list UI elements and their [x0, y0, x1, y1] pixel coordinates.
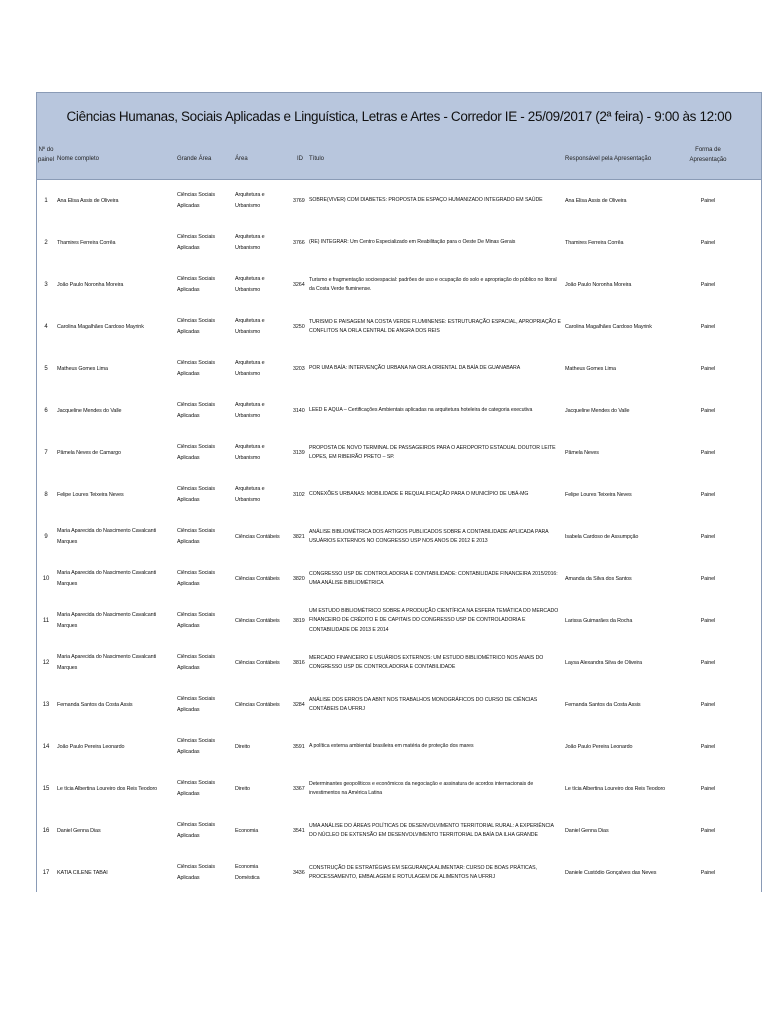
cell-nome: Ana Elisa Assis de Oliveira: [57, 197, 119, 204]
cell-nome: Carolina Magalhães Cardoso Mayrink: [57, 323, 144, 330]
cell-nome: Maria Aparecida do Nascimento Cavalcanti Marques: [57, 570, 157, 587]
header-responsavel: Responsável pela Apresentação: [565, 156, 652, 162]
cell-num: 10: [42, 575, 50, 582]
table-row: [37, 264, 761, 306]
cell-responsavel: Thamires Ferreira Corrêa: [565, 239, 624, 246]
cell-responsavel: João Paulo Noronha Moreira: [565, 281, 632, 288]
cell-nome: Jacqueline Mendes do Valle: [57, 407, 122, 414]
cell-grande-area: Ciências Sociais Aplicadas: [177, 444, 215, 461]
cell-area: Direito: [235, 743, 250, 750]
cell-id: 3250: [293, 323, 305, 330]
header-area: Área: [235, 156, 248, 162]
cell-id: 3816: [293, 659, 305, 666]
cell-grande-area: Ciências Sociais Aplicadas: [177, 276, 215, 293]
cell-num: 9: [44, 533, 48, 540]
cell-id: 3820: [293, 575, 305, 582]
header-nome: Nome completo: [57, 156, 100, 162]
header-forma: Forma de Apresentação: [689, 147, 727, 163]
cell-num: 1: [44, 197, 48, 204]
cell-forma: Painel: [700, 239, 716, 246]
cell-nome: Maria Aparecida do Nascimento Cavalcanti Marques: [57, 612, 157, 629]
header-id: ID: [297, 156, 303, 162]
table-row: [37, 684, 761, 726]
table-row: [37, 768, 761, 810]
cell-titulo: Turismo e fragmentação socioespacial: padrões de uso e ocupação do solo e apropriação do público no litoral da Costa Verde fluminense.: [309, 276, 557, 292]
cell-id: 3766: [293, 239, 305, 246]
cell-id: 3591: [293, 743, 305, 750]
table-row: [37, 474, 761, 516]
cell-area: Ciências Contábeis: [235, 617, 280, 624]
cell-titulo: PROPOSTA DE NOVO TERMINAL DE PASSAGEIROS PARA O AEROPORTO ESTADUAL DOUTOR LEITE LOPES, EM RIBEIRÃO PRETO – SP.: [309, 444, 556, 460]
schedule-sheet: [36, 92, 762, 892]
cell-responsavel: Fernanda Santos da Costa Assis: [565, 701, 641, 708]
cell-responsavel: Ana Elisa Assis de Oliveira: [565, 197, 627, 204]
cell-id: 3436: [293, 869, 305, 876]
sheet-title: Ciências Humanas, Sociais Aplicadas e Linguística, Letras e Artes - Corredor IE - 25/09/2017 (2ª feira) - 9:00 às 12:00: [66, 108, 732, 124]
cell-forma: Painel: [700, 869, 716, 876]
cell-area: Direito: [235, 785, 250, 792]
table-row: [37, 432, 761, 474]
cell-titulo: UMA ANÁLISE DO ÁREAS POLÍTICAS DE DESENVOLVIMENTO TERRITORIAL RURAL: A EXPERIÊNCIA DO NÚCLEO DE EXTENSÃO EM DESENVOLVIMENTO TERRITORIAL DA BAÍA DA ILHA GRANDE: [309, 822, 554, 838]
cell-id: 3102: [293, 491, 305, 498]
table-header: [37, 139, 761, 180]
cell-nome: Le tícia Albertina Loureiro dos Reis Teodoro: [57, 785, 158, 792]
cell-grande-area: Ciências Sociais Aplicadas: [177, 192, 215, 209]
cell-area: Ciências Contábeis: [235, 701, 280, 708]
cell-titulo: A política externa ambiental brasileira em matéria de proteção dos mares: [309, 743, 474, 750]
cell-titulo: TURISMO E PAISAGEM NA COSTA VERDE FLUMINENSE: ESTRUTURAÇÃO ESPACIAL, APROPRIAÇÃO E CONFLITOS NA ORLA CENTRAL DE ANGRA DOS REIS: [309, 318, 561, 334]
cell-grande-area: Ciências Sociais Aplicadas: [177, 318, 215, 335]
cell-nome: Matheus Gomes Lima: [57, 365, 108, 372]
cell-num: 16: [42, 827, 50, 834]
table-row: [37, 726, 761, 768]
cell-responsavel: Amanda da Silva dos Santos: [565, 575, 632, 582]
cell-area: Arquitetura e Urbanismo: [235, 318, 265, 335]
table-row: [37, 222, 761, 264]
cell-area: Arquitetura e Urbanismo: [235, 276, 265, 293]
cell-titulo: ANÁLISE DOS ERROS DA ABNT NOS TRABALHOS MONOGRÁFICOS DO CURSO DE CIÊNCIAS CONTÁBEIS DA UFRRJ: [309, 696, 538, 712]
table-body: [37, 180, 761, 894]
cell-nome: Maria Aparecida do Nascimento Cavalcanti Marques: [57, 528, 157, 545]
cell-nome: Fernanda Santos da Costa Assis: [57, 701, 133, 708]
cell-nome: Thamires Ferreira Corrêa: [57, 239, 116, 246]
cell-num: 5: [44, 365, 48, 372]
cell-id: 3284: [293, 701, 305, 708]
cell-titulo: CONGRESSO USP DE CONTROLADORIA E CONTABILIDADE: CONTABILIDADE FINANCEIRA 2015/2016: UMA ANÁLISE BIBLIOMÉTRICA: [309, 570, 558, 586]
cell-num: 8: [44, 491, 48, 498]
cell-responsavel: Isabela Cardoso de Assumpção: [565, 533, 639, 540]
cell-forma: Painel: [700, 491, 716, 498]
cell-titulo: MERCADO FINANCEIRO E USUÁRIOS EXTERNOS: UM ESTUDO BIBLIOMÉTRICO NOS ANAIS DO CONGRESSO USP DE CONTROLADORIA E CONTABILIDADE: [309, 654, 544, 670]
cell-num: 11: [42, 617, 50, 624]
table-row: [37, 810, 761, 852]
header-grande-area: Grande Área: [177, 156, 212, 162]
cell-grande-area: Ciências Sociais Aplicadas: [177, 612, 215, 629]
cell-grande-area: Ciências Sociais Aplicadas: [177, 528, 215, 545]
cell-responsavel: Jacqueline Mendes do Valle: [565, 407, 630, 414]
cell-titulo: (RE) INTEGRAR: Um Centro Especializado em Reabilitação para o Oeste De Minas Gerais: [309, 239, 516, 246]
cell-nome: Maria Aparecida do Nascimento Cavalcanti Marques: [57, 654, 157, 671]
cell-area: Arquitetura e Urbanismo: [235, 444, 265, 461]
cell-id: 3203: [293, 365, 305, 372]
cell-grande-area: Ciências Sociais Aplicadas: [177, 780, 215, 797]
cell-grande-area: Ciências Sociais Aplicadas: [177, 360, 215, 377]
cell-area: Arquitetura e Urbanismo: [235, 402, 265, 419]
cell-forma: Painel: [700, 323, 716, 330]
cell-nome: João Paulo Pereira Leonardo: [57, 743, 125, 750]
cell-num: 4: [44, 323, 48, 330]
cell-area: Economia: [235, 827, 259, 834]
cell-num: 13: [42, 701, 50, 708]
cell-forma: Painel: [700, 785, 716, 792]
header-num: Nº do painel: [37, 147, 54, 163]
sheet-title-bar: [37, 92, 761, 139]
cell-responsavel: Larissa Guimarães da Rocha: [565, 617, 633, 624]
cell-num: 15: [42, 785, 50, 792]
cell-id: 3821: [293, 533, 305, 540]
cell-responsavel: Daniele Custódio Gonçalves das Neves: [565, 869, 657, 876]
cell-id: 3819: [293, 617, 305, 624]
cell-grande-area: Ciências Sociais Aplicadas: [177, 402, 215, 419]
cell-titulo: UM ESTUDO BIBLIOMÉTRICO SOBRE A PRODUÇÃO CIENTÍFICA NA ESFERA TEMÁTICA DO MERCADO FINANCEIRO DE CRÉDITO E DE CAPITAIS DO CONGRESSO USP DE CONTROLADORIA E CONTABILIDADE DE 2013 E 2014: [309, 607, 559, 633]
cell-nome: KATIA CILENE TABAI: [57, 869, 108, 876]
cell-id: 3541: [293, 827, 305, 834]
cell-titulo: LEED E AQUA – Certificações Ambientais aplicadas na arquitetura hoteleira de categoria executiva: [309, 407, 533, 414]
cell-titulo: POR UMA BAÍA: INTERVENÇÃO URBANA NA ORLA ORIENTAL DA BAÍA DE GUANABARA: [309, 365, 521, 372]
cell-forma: Painel: [700, 365, 716, 372]
cell-grande-area: Ciências Sociais Aplicadas: [177, 654, 215, 671]
cell-nome: João Paulo Noronha Moreira: [57, 281, 124, 288]
cell-area: Arquitetura e Urbanismo: [235, 360, 265, 377]
cell-titulo: Determinantes geopolíticos e econômicos da negociação e assinatura de acordos internacionais de investimentos na América Latina: [309, 780, 534, 796]
cell-grande-area: Ciências Sociais Aplicadas: [177, 570, 215, 587]
cell-titulo: CONEXÕES URBANAS: MOBILIDADE E REQUALIFICAÇÃO PARA O MUNICÍPIO DE UBÁ-MG: [309, 491, 529, 498]
cell-nome: Daniel Genna Dias: [57, 827, 101, 834]
table-row: [37, 516, 761, 558]
cell-num: 12: [42, 659, 50, 666]
cell-id: 3367: [293, 785, 305, 792]
cell-grande-area: Ciências Sociais Aplicadas: [177, 738, 215, 755]
cell-responsavel: Pâmela Neves: [565, 449, 599, 456]
cell-grande-area: Ciências Sociais Aplicadas: [177, 864, 215, 881]
table-row: [37, 390, 761, 432]
cell-area: Ciências Contábeis: [235, 659, 280, 666]
cell-area: Ciências Contábeis: [235, 575, 280, 582]
cell-nome: Felipe Loures Teixeira Neves: [57, 491, 124, 498]
cell-responsavel: Daniel Genna Dias: [565, 827, 609, 834]
cell-grande-area: Ciências Sociais Aplicadas: [177, 486, 215, 503]
cell-responsavel: Laysa Alexandra Silva de Oliveira: [565, 659, 643, 666]
cell-area: Ciências Contábeis: [235, 533, 280, 540]
cell-forma: Painel: [700, 743, 716, 750]
cell-forma: Painel: [700, 701, 716, 708]
cell-titulo: ANÁLISE BIBLIOMÉTRICA DOS ARTIGOS PUBLICADOS SOBRE A CONTABILIDADE APLICADA PARA USUÁRIOS EXTERNOS NO CONGRESSO USP NOS ANOS DE 2012 E 2013: [309, 528, 549, 544]
cell-titulo: CONSTRUÇÃO DE ESTRATÉGIAS EM SEGURANÇA ALIMENTAR: CURSO DE BOAS PRÁTICAS, PROCESSAMENTO, EMBALAGEM E ROTULAGEM DE ALIMENTOS NA UFRRJ: [309, 864, 537, 880]
cell-forma: Painel: [700, 617, 716, 624]
cell-grande-area: Ciências Sociais Aplicadas: [177, 696, 215, 713]
cell-area: Arquitetura e Urbanismo: [235, 192, 265, 209]
cell-num: 3: [44, 281, 48, 288]
cell-forma: Painel: [700, 449, 716, 456]
cell-area: Arquitetura e Urbanismo: [235, 234, 265, 251]
cell-id: 3140: [293, 407, 305, 414]
cell-area: Economia Doméstica: [235, 864, 260, 881]
cell-id: 3769: [293, 197, 305, 204]
table-row: [37, 348, 761, 390]
cell-responsavel: Felipe Loures Teixeira Neves: [565, 491, 632, 498]
cell-id: 3264: [293, 281, 305, 288]
cell-responsavel: Carolina Magalhães Cardoso Mayrink: [565, 323, 652, 330]
cell-num: 17: [42, 869, 50, 876]
header-titulo: Título: [309, 156, 325, 162]
cell-num: 2: [44, 239, 48, 246]
cell-forma: Painel: [700, 281, 716, 288]
cell-forma: Painel: [700, 827, 716, 834]
table-row: [37, 600, 761, 642]
table-row: [37, 642, 761, 684]
cell-forma: Painel: [700, 575, 716, 582]
cell-responsavel: João Paulo Pereira Leonardo: [565, 743, 633, 750]
cell-nome: Pâmela Neves de Camargo: [57, 449, 121, 456]
cell-forma: Painel: [700, 659, 716, 666]
cell-responsavel: Matheus Gomes Lima: [565, 365, 616, 372]
cell-num: 6: [44, 407, 48, 414]
cell-forma: Painel: [700, 533, 716, 540]
table-row: [37, 306, 761, 348]
cell-num: 14: [42, 743, 50, 750]
cell-grande-area: Ciências Sociais Aplicadas: [177, 822, 215, 839]
table-row: [37, 558, 761, 600]
cell-area: Arquitetura e Urbanismo: [235, 486, 265, 503]
cell-num: 7: [44, 449, 48, 456]
cell-id: 3139: [293, 449, 305, 456]
table-row: [37, 852, 761, 894]
cell-forma: Painel: [700, 197, 716, 204]
cell-grande-area: Ciências Sociais Aplicadas: [177, 234, 215, 251]
cell-forma: Painel: [700, 407, 716, 414]
table-row: [37, 180, 761, 222]
cell-responsavel: Le tícia Albertina Loureiro dos Reis Teodoro: [565, 785, 666, 792]
cell-titulo: SOBRE(VIVER) COM DIABETES: PROPOSTA DE ESPAÇO HUMANIZADO INTEGRADO EM SAÚDE: [309, 197, 543, 204]
